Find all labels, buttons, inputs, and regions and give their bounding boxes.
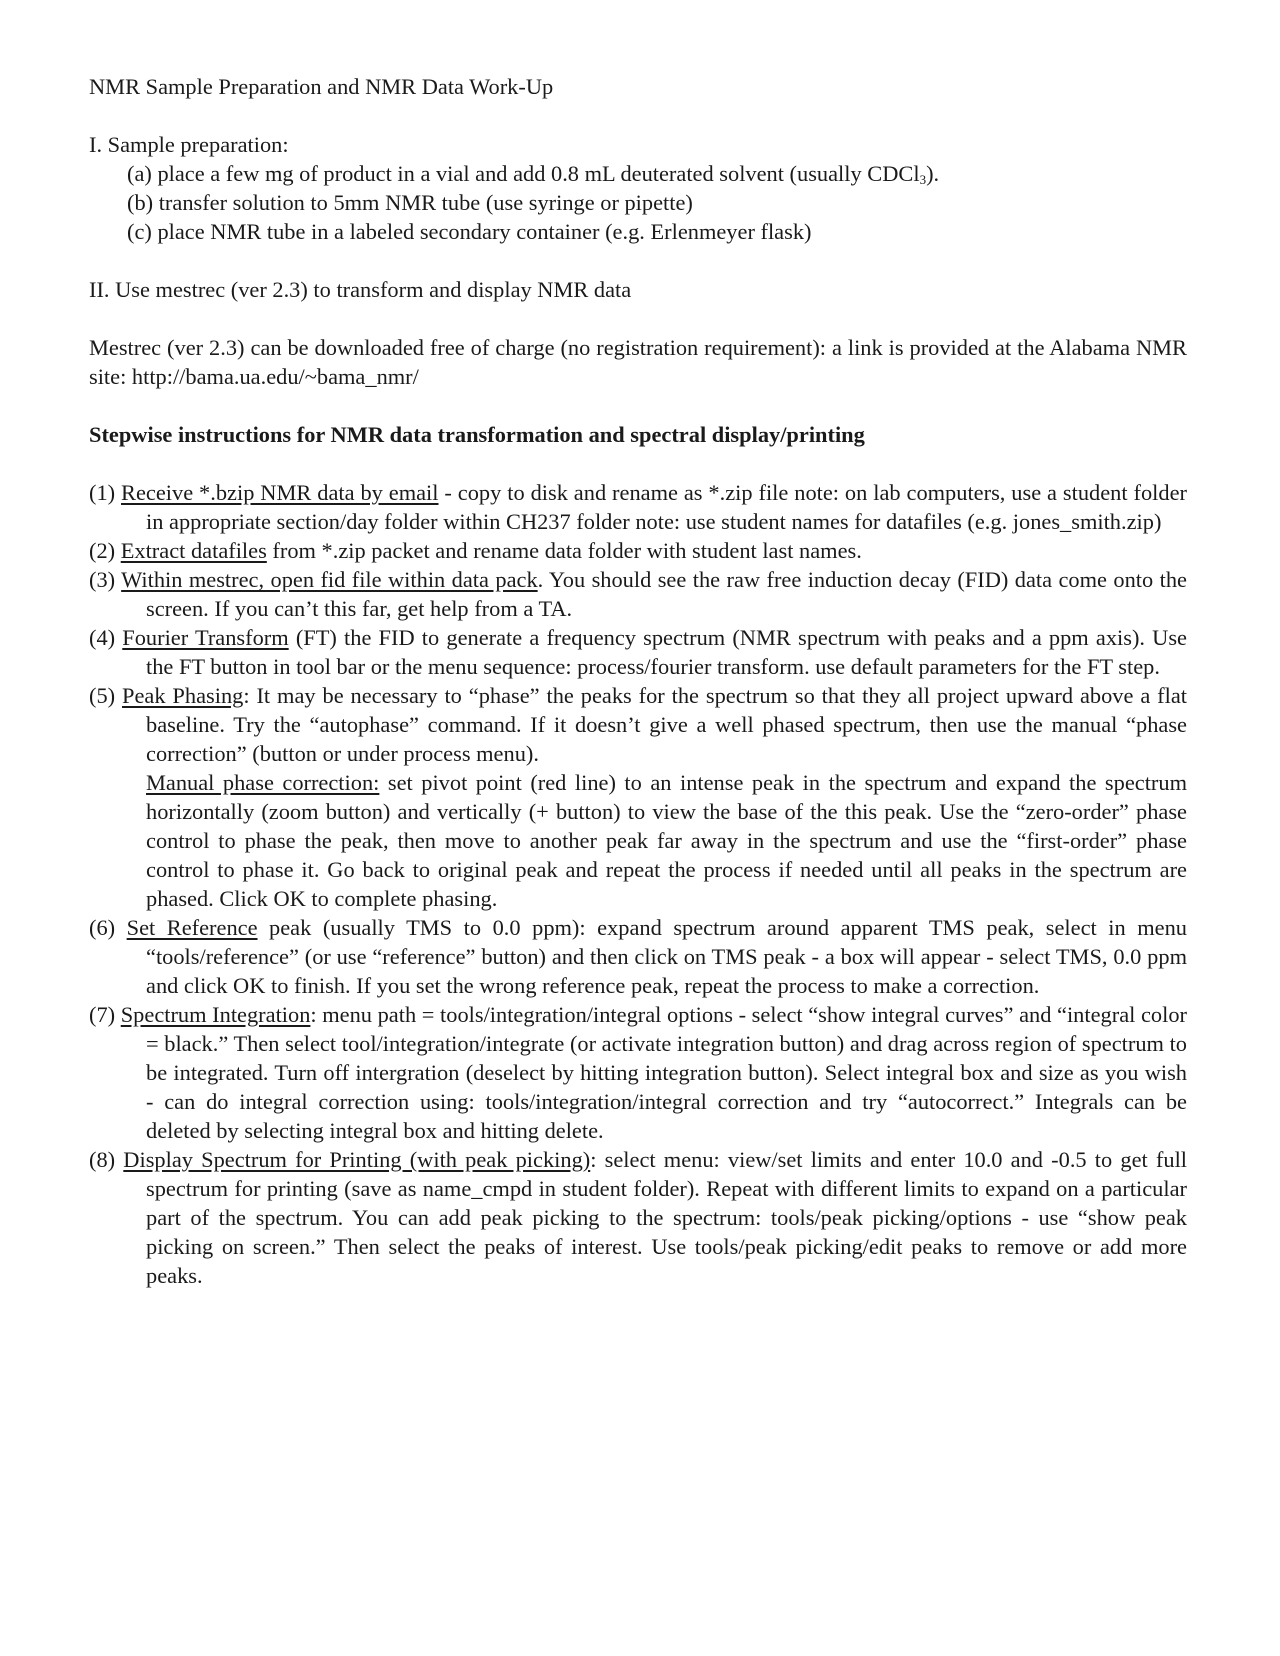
step-7 xyxy=(89,1000,1187,1145)
step-label: Within mestrec, open fid file within data pack xyxy=(121,567,538,592)
section-1-heading: I. Sample preparation: xyxy=(89,132,289,157)
step-label: Receive *.bzip NMR data by email xyxy=(121,480,439,505)
sample-prep-item-b: (b) transfer solution to 5mm NMR tube (use syringe or pipette) xyxy=(127,190,693,215)
step-label: Extract datafiles xyxy=(120,538,267,563)
mestrec-note: Mestrec (ver 2.3) can be downloaded free of charge (no registration requirement): a link is provided at the Alabama NMR site: http://bama.ua.edu/~bama_nmr/ xyxy=(89,335,1187,389)
step-number: (8) xyxy=(89,1147,124,1172)
step-text: . You should see the raw free induction decay (FID) data come onto the screen. If you can’t this far, get help from a TA. xyxy=(146,567,1187,621)
step-8 xyxy=(89,1145,1187,1290)
step-text: : menu path = tools/integration/integral options - select “show integral curves” and “integral color = black.” Then select tool/integration/integrate (or activate integration button) and drag across region of spectrum to be integrated. Turn off intergration (deselect by hitting integration button). Select integral box and size as you wish - can do integral correction using: tools/integration/integral correction and try “autocorrect.” Integrals can be deleted by selecting integral box and hitting delete. xyxy=(146,1002,1187,1143)
instruction-steps xyxy=(89,478,1187,1290)
sample-prep-item-a xyxy=(89,159,1187,188)
step-label: Peak Phasing xyxy=(122,683,244,708)
step-text: peak (usually TMS to 0.0 ppm): expand spectrum around apparent TMS peak, select in menu “tools/reference” (or use “reference” button) and then click on TMS peak - a box will appear - select TMS, 0.0 ppm and click OK to finish. If you set the wrong reference peak, repeat the process to make a correction. xyxy=(146,915,1187,998)
step-number: (6) xyxy=(89,915,127,940)
step-5 xyxy=(89,681,1187,768)
manual-phase-text: set pivot point (red line) to an intense peak in the spectrum and expand the spectrum horizontally (zoom button) and vertically (+ button) to view the base of the this peak. Use the “zero-order” phase control to phase the peak, then move to another peak far away in the spectrum and use the “first-order” phase control to phase it. Go back to original peak and repeat the process if needed until all peaks in the spectrum are phased. Click OK to complete phasing. xyxy=(146,770,1187,911)
manual-phase-label: Manual phase correction: xyxy=(146,770,380,795)
step-3 xyxy=(89,565,1187,623)
sample-prep-item-a-text: (a) place a few mg of product in a vial and add 0.8 mL deuterated solvent (usually CDCl xyxy=(127,161,920,186)
step-number: (7) xyxy=(89,1002,121,1027)
step-number: (4) xyxy=(89,625,123,650)
step-1 xyxy=(89,478,1187,536)
step-text: : select menu: view/set limits and enter 10.0 and -0.5 to get full spectrum for printing (save as name_cmpd in student folder). Repeat with different limits to expand on a particular part of the spectrum. You can add peak picking to the spectrum: tools/peak picking/options - use “show peak picking on screen.” Then select the peaks of interest. Use tools/peak picking/edit peaks to remove or add more peaks. xyxy=(146,1147,1188,1288)
step-label: Fourier Transform xyxy=(122,625,289,650)
step-text: from *.zip packet and rename data folder with student last names. xyxy=(266,538,862,563)
step-text: - copy to disk and rename as *.zip file note: on lab computers, use a student folder in appropriate section/day folder within CH237 folder note: use student names for datafiles (e.g. jones_smith.zip) xyxy=(146,480,1187,534)
step-4 xyxy=(89,623,1187,681)
manual-phase-correction xyxy=(89,768,1187,913)
section-2-heading: II. Use mestrec (ver 2.3) to transform and display NMR data xyxy=(89,277,632,302)
sample-prep-item-c: (c) place NMR tube in a labeled secondary container (e.g. Erlenmeyer flask) xyxy=(127,219,812,244)
step-label: Display Spectrum for Printing (with peak picking) xyxy=(123,1147,591,1172)
document-title: NMR Sample Preparation and NMR Data Work-Up xyxy=(89,74,554,99)
instructions-heading: Stepwise instructions for NMR data transformation and spectral display/printing xyxy=(89,422,865,447)
step-number: (1) xyxy=(89,480,122,505)
document-page xyxy=(89,72,1187,1290)
step-label: Set Reference xyxy=(126,915,258,940)
step-2 xyxy=(89,536,1187,565)
step-number: (5) xyxy=(89,683,123,708)
sample-prep-item-a-end: ). xyxy=(926,161,940,186)
step-number: (2) xyxy=(89,538,121,563)
step-number: (3) xyxy=(89,567,122,592)
step-label: Spectrum Integration xyxy=(120,1002,311,1027)
step-text: : It may be necessary to “phase” the peaks for the spectrum so that they all project upward above a flat baseline. Try the “autophase” command. If it doesn’t give a well phased spectrum, then use the manual “phase correction” (button or under process menu). xyxy=(146,683,1187,766)
step-6 xyxy=(89,913,1187,1000)
step-text: (FT) the FID to generate a frequency spectrum (NMR spectrum with peaks and a ppm axis). Use the FT button in tool bar or the menu sequence: process/fourier transform. use default parameters for the FT step. xyxy=(146,625,1187,679)
subscript-3: 3 xyxy=(919,172,927,187)
